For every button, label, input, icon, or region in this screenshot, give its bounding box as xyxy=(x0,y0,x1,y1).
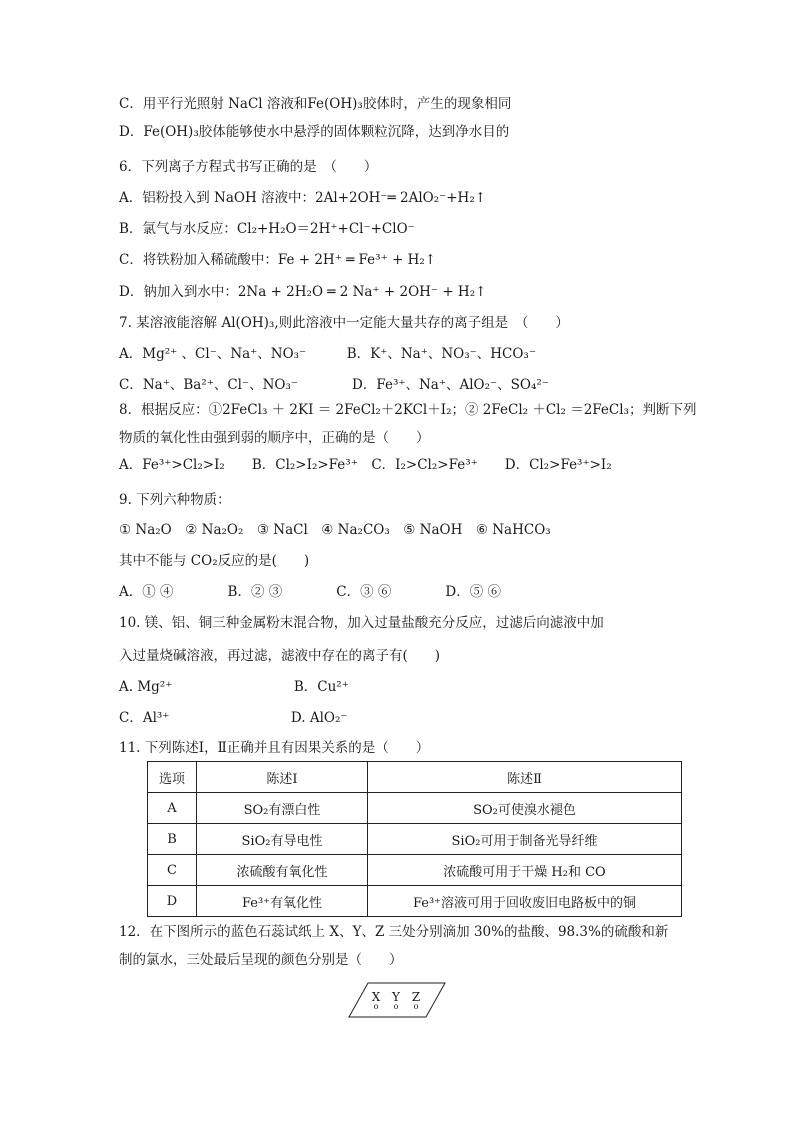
table-cell: D xyxy=(148,886,197,917)
substances-q9: ① Na₂O ② Na₂O₂ ③ NaCl ④ Na₂CO₃ ⑤ NaOH ⑥ NaHCO₃ xyxy=(119,522,551,538)
options-ab-q7: A．Mg²⁺ 、Cl⁻、Na⁺、NO₃⁻ B．K⁺、Na⁺、NO₃⁻、HCO₃⁻ xyxy=(119,346,536,362)
option-b-q6: B．氯气与水反应：Cl₂+H₂O＝2H⁺+Cl⁻+ClO⁻ xyxy=(119,221,415,237)
question-11: 11. 下列陈述Ⅰ，Ⅱ正确并且有因果关系的是（ ） xyxy=(119,740,430,756)
table-cell: Fe³⁺有氧化性 xyxy=(197,886,368,917)
table-header-cell: 陈述Ⅰ xyxy=(197,762,368,793)
table-cell: C xyxy=(148,855,197,886)
table-header-cell: 选项 xyxy=(148,762,197,793)
table-cell: A xyxy=(148,793,197,824)
question-12-line2: 制的氯水，三处最后呈现的颜色分别是（ ） xyxy=(119,952,403,968)
question-8-line1: 8．根据反应：①2FeCl₃ ＋ 2KI ＝ 2FeCl₂＋2KCl＋I₂；② 2FeCl₂ ＋Cl₂ ＝2FeCl₃；判断下列 xyxy=(119,402,697,418)
table-cell: Fe³⁺溶液可用于回收废旧电路板中的铜 xyxy=(368,886,682,917)
question-6: 6．下列离子方程式书写正确的是 （ ） xyxy=(119,159,378,175)
dot-y: o xyxy=(393,1002,399,1011)
table-cell: SO₂有漂白性 xyxy=(197,793,368,824)
option-c-q5: C．用平行光照射 NaCl 溶液和Fe(OH)₃胶体时，产生的现象相同 xyxy=(119,96,512,112)
options-cd-q7: C．Na⁺、Ba²⁺、Cl⁻、NO₃⁻ D．Fe³⁺、Na⁺、AlO₂⁻、SO₄²⁻ xyxy=(119,377,549,393)
option-d-q6: D．钠加入到水中：2Na + 2H₂O ═ 2 Na⁺ + 2OH⁻ + H₂↑ xyxy=(119,284,487,300)
table-cell: SiO₂可用于制备光导纤维 xyxy=(368,824,682,855)
options-cd-q10: C．Al³⁺ D. AlO₂⁻ xyxy=(119,710,348,726)
table-header-cell: 陈述Ⅱ xyxy=(368,762,682,793)
statement-table xyxy=(147,761,682,917)
table-cell: B xyxy=(148,824,197,855)
label-y: Y xyxy=(392,990,400,1004)
question-9: 9. 下列六种物质： xyxy=(119,492,231,508)
question-8-line2: 物质的氧化性由强到弱的顺序中，正确的是（ ） xyxy=(119,430,430,446)
options-q8: A．Fe³⁺>Cl₂>I₂ B．Cl₂>I₂>Fe³⁺ C．I₂>Cl₂>Fe³⁺ D．Cl₂>Fe³⁺>I₂ xyxy=(119,457,612,473)
dot-x: o xyxy=(373,1002,379,1011)
question-10-line1: 10. 镁、铝、铜三种金属粉末混合物，加入过量盐酸充分反应，过滤后向滤液中加 xyxy=(119,615,604,631)
figure-dots xyxy=(366,1002,426,1011)
option-a-q6: A．铝粉投入到 NaOH 溶液中：2Al+2OH⁻═ 2AlO₂⁻+H₂↑ xyxy=(119,190,487,206)
label-x: X xyxy=(371,990,381,1004)
table-cell: 浓硫酸可用于干燥 H₂和 CO xyxy=(368,855,682,886)
question-9-stem: 其中不能与 CO₂反应的是( ) xyxy=(119,553,310,569)
question-12-line1: 12．在下图所示的蓝色石蕊试纸上 X、Y、Z 三处分别滴加 30%的盐酸、98.3%的硫酸和新 xyxy=(119,924,669,940)
table-row xyxy=(148,824,682,855)
question-7: 7. 某溶液能溶解 Al(OH)₃,则此溶液中一定能大量共存的离子组是 （ ） xyxy=(119,315,569,331)
table-row xyxy=(148,793,682,824)
table-cell: SO₂可使溴水褪色 xyxy=(368,793,682,824)
table-header-row xyxy=(148,762,682,793)
table-row xyxy=(148,886,682,917)
table-cell: SiO₂有导电性 xyxy=(197,824,368,855)
options-ab-q10: A. Mg²⁺ B．Cu²⁺ xyxy=(119,679,349,695)
option-c-q6: C．将铁粉加入稀硫酸中：Fe + 2H⁺ ═ Fe³⁺ + H₂↑ xyxy=(119,252,437,268)
question-10-line2: 入过量烧碱溶液，再过滤，滤液中存在的离子有( ) xyxy=(119,648,441,664)
table-row xyxy=(148,855,682,886)
dot-z: o xyxy=(413,1002,419,1011)
table-cell: 浓硫酸有氧化性 xyxy=(197,855,368,886)
option-d-q5: D．Fe(OH)₃胶体能够使水中悬浮的固体颗粒沉降，达到净水目的 xyxy=(119,124,510,140)
options-q9: A．① ④ B．② ③ C．③ ⑥ D．⑤ ⑥ xyxy=(119,584,501,600)
label-z: Z xyxy=(411,990,421,1004)
